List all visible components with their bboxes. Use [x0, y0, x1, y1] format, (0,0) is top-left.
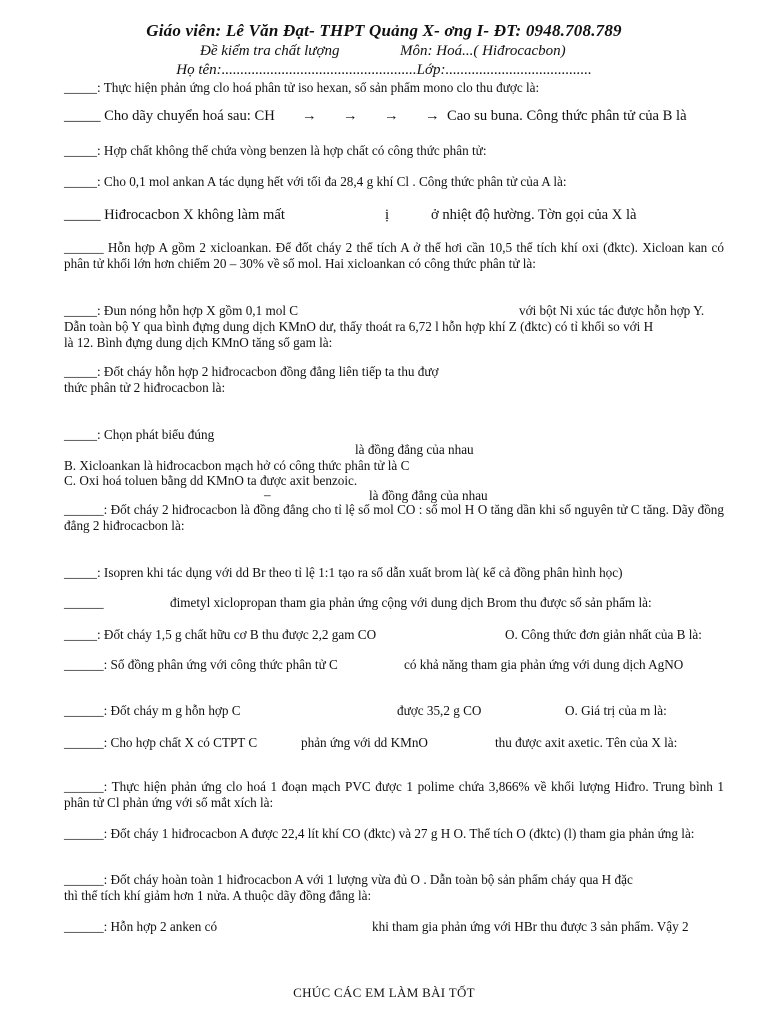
question-8-line2: thức phân tử 2 hiđrocacbon là:: [64, 380, 226, 395]
question-14-end: có khả năng tham gia phản ứng với dung dịch AgNO: [404, 657, 684, 672]
question-7-start: _____: Đun nóng hỗn hợp X gồm 0,1 mol C: [64, 303, 299, 318]
question-14-start: ______: Số đồng phân ứng với công thức phân tử C: [64, 657, 338, 672]
question-8: _____: Đốt cháy hỗn hợp 2 hiđrocacbon đồng đẳng liên tiếp ta thu đượ: [64, 364, 439, 379]
arrow-icon: →: [425, 108, 440, 124]
closing-message: CHÚC CÁC EM LÀM BÀI TỐT: [293, 985, 475, 1000]
subject-line: Môn: Hoá...( Hiđrocacbon): [400, 43, 566, 59]
question-10: ______: Đốt cháy 2 hiđrocacbon là đồng đẳng cho tỉ lệ số mol CO : số mol H O tăng dần khi số nguyên tử C tăng. Dãy đồng đẳng 2 hiđrocacbon là:: [64, 502, 724, 533]
arrow-icon: →: [343, 108, 358, 124]
question-17: ______: Thực hiện phản ứng clo hoá 1 đoạn mạch PVC được 1 polime chứa 3,866% về khối lượng Hiđro. Trung bình 1 phân tử Cl phản ứng với số mắt xích là:: [64, 779, 724, 810]
arrow-icon: →: [302, 108, 317, 124]
question-9-option-d: là đồng đẳng của nhau: [369, 488, 488, 503]
question-5-start: _____ Hiđrocacbon X không làm mất: [64, 207, 285, 223]
question-20-start: ______: Hỗn hợp 2 anken có: [64, 919, 218, 934]
arrow-icon: →: [384, 108, 399, 124]
question-20-end: khi tham gia phản ứng với HBr thu được 3 sản phẩm. Vậy 2: [372, 919, 689, 934]
question-13-start: _____: Đốt cháy 1,5 g chất hữu cơ B thu được 2,2 gam CO: [64, 627, 377, 642]
question-15-start: ______: Đốt cháy m g hỗn hợp C: [64, 703, 241, 718]
question-11: _____: Isopren khi tác dụng với dd Br theo tỉ lệ 1:1 tạo ra số dẫn xuất brom là( kể cả đồng phân hình học): [64, 565, 623, 580]
question-7-line2: Dẫn toàn bộ Y qua bình đựng dung dịch KMnO dư, thấy thoát ra 6,72 l hỗn hợp khí Z (đktc) có tỉ khối so với H: [64, 319, 654, 334]
question-9-option-b: B. Xicloankan là hiđrocacbon mạch hở có công thức phân tử là C: [64, 458, 410, 473]
question-19-line2: thì thể tích khí giảm hơn 1 nửa. A thuộc dãy đồng đẳng là:: [64, 888, 372, 903]
question-7-line3: là 12. Bình đựng dung dịch KMnO tăng số gam là:: [64, 335, 333, 350]
test-title: Đề kiểm tra chất lượng: [200, 43, 340, 59]
question-7-mid: với bột Ni xúc tác được hỗn hợp Y.: [519, 303, 705, 318]
question-1: _____: Thực hiện phản ứng clo hoá phân tử iso hexan, số sản phẩm mono clo thu được là:: [64, 80, 540, 95]
question-15-end: O. Giá trị của m là:: [565, 703, 667, 718]
question-9-dash: –: [264, 487, 271, 502]
question-16-mid: phản ứng với dd KMnO: [301, 735, 428, 750]
question-19: ______: Đốt cháy hoàn toàn 1 hiđrocacbon A với 1 lượng vừa đủ O . Dẫn toàn bộ sản phẩm cháy qua H đặc: [64, 872, 633, 887]
student-info-line: Họ tên:....................................................Lớp:.......................................: [176, 62, 592, 78]
question-12-blank: ______: [64, 595, 104, 610]
teacher-header: Giáo viên: Lê Văn Đạt- THPT Quảng X- ơng I- ĐT: 0948.708.789: [146, 21, 622, 40]
question-5-fragment: ị: [385, 207, 390, 223]
question-9-option-c: C. Oxi hoá toluen bằng dd KMnO ta được axit benzoic.: [64, 473, 358, 488]
question-9-option-a: là đồng đẳng của nhau: [355, 442, 474, 457]
question-3: _____: Hợp chất không thể chứa vòng benzen là hợp chất có công thức phân tử:: [64, 143, 487, 158]
question-2-end: Cao su buna. Công thức phân tử của B là: [447, 108, 687, 124]
question-18: ______: Đốt cháy 1 hiđrocacbon A được 22,4 lít khí CO (đktc) và 27 g H O. Thể tích O (đktc) (l) tham gia phản ứng là:: [64, 826, 695, 841]
question-6: ______ Hỗn hợp A gồm 2 xicloankan. Để đốt cháy 2 thể tích A ở thể hơi cần 10,5 thể tích khí oxi (đktc). Xicloan kan có phân tử khối lớn hơn chiếm 20 – 30% về số mol. Hai xicloankan có công thức phân tử là:: [64, 240, 724, 271]
question-16-end: thu được axit axetic. Tên của X là:: [495, 735, 678, 750]
question-12: đimetyl xiclopropan tham gia phản ứng cộng với dung dịch Brom thu được số sản phẩm là:: [170, 595, 652, 610]
question-15-mid: được 35,2 g CO: [397, 703, 482, 718]
question-4: _____: Cho 0,1 mol ankan A tác dụng hết với tối đa 28,4 g khí Cl . Công thức phân tử của A là:: [64, 174, 567, 189]
question-9: _____: Chọn phát biểu đúng: [64, 427, 215, 442]
question-2-start: _____ Cho dãy chuyển hoá sau: CH: [64, 108, 275, 124]
question-13-end: O. Công thức đơn giản nhất của B là:: [505, 627, 702, 642]
question-5-end: ở nhiệt độ hường. Tờn gọi của X là: [431, 207, 637, 223]
question-16-start: ______: Cho hợp chất X có CTPT C: [64, 735, 258, 750]
